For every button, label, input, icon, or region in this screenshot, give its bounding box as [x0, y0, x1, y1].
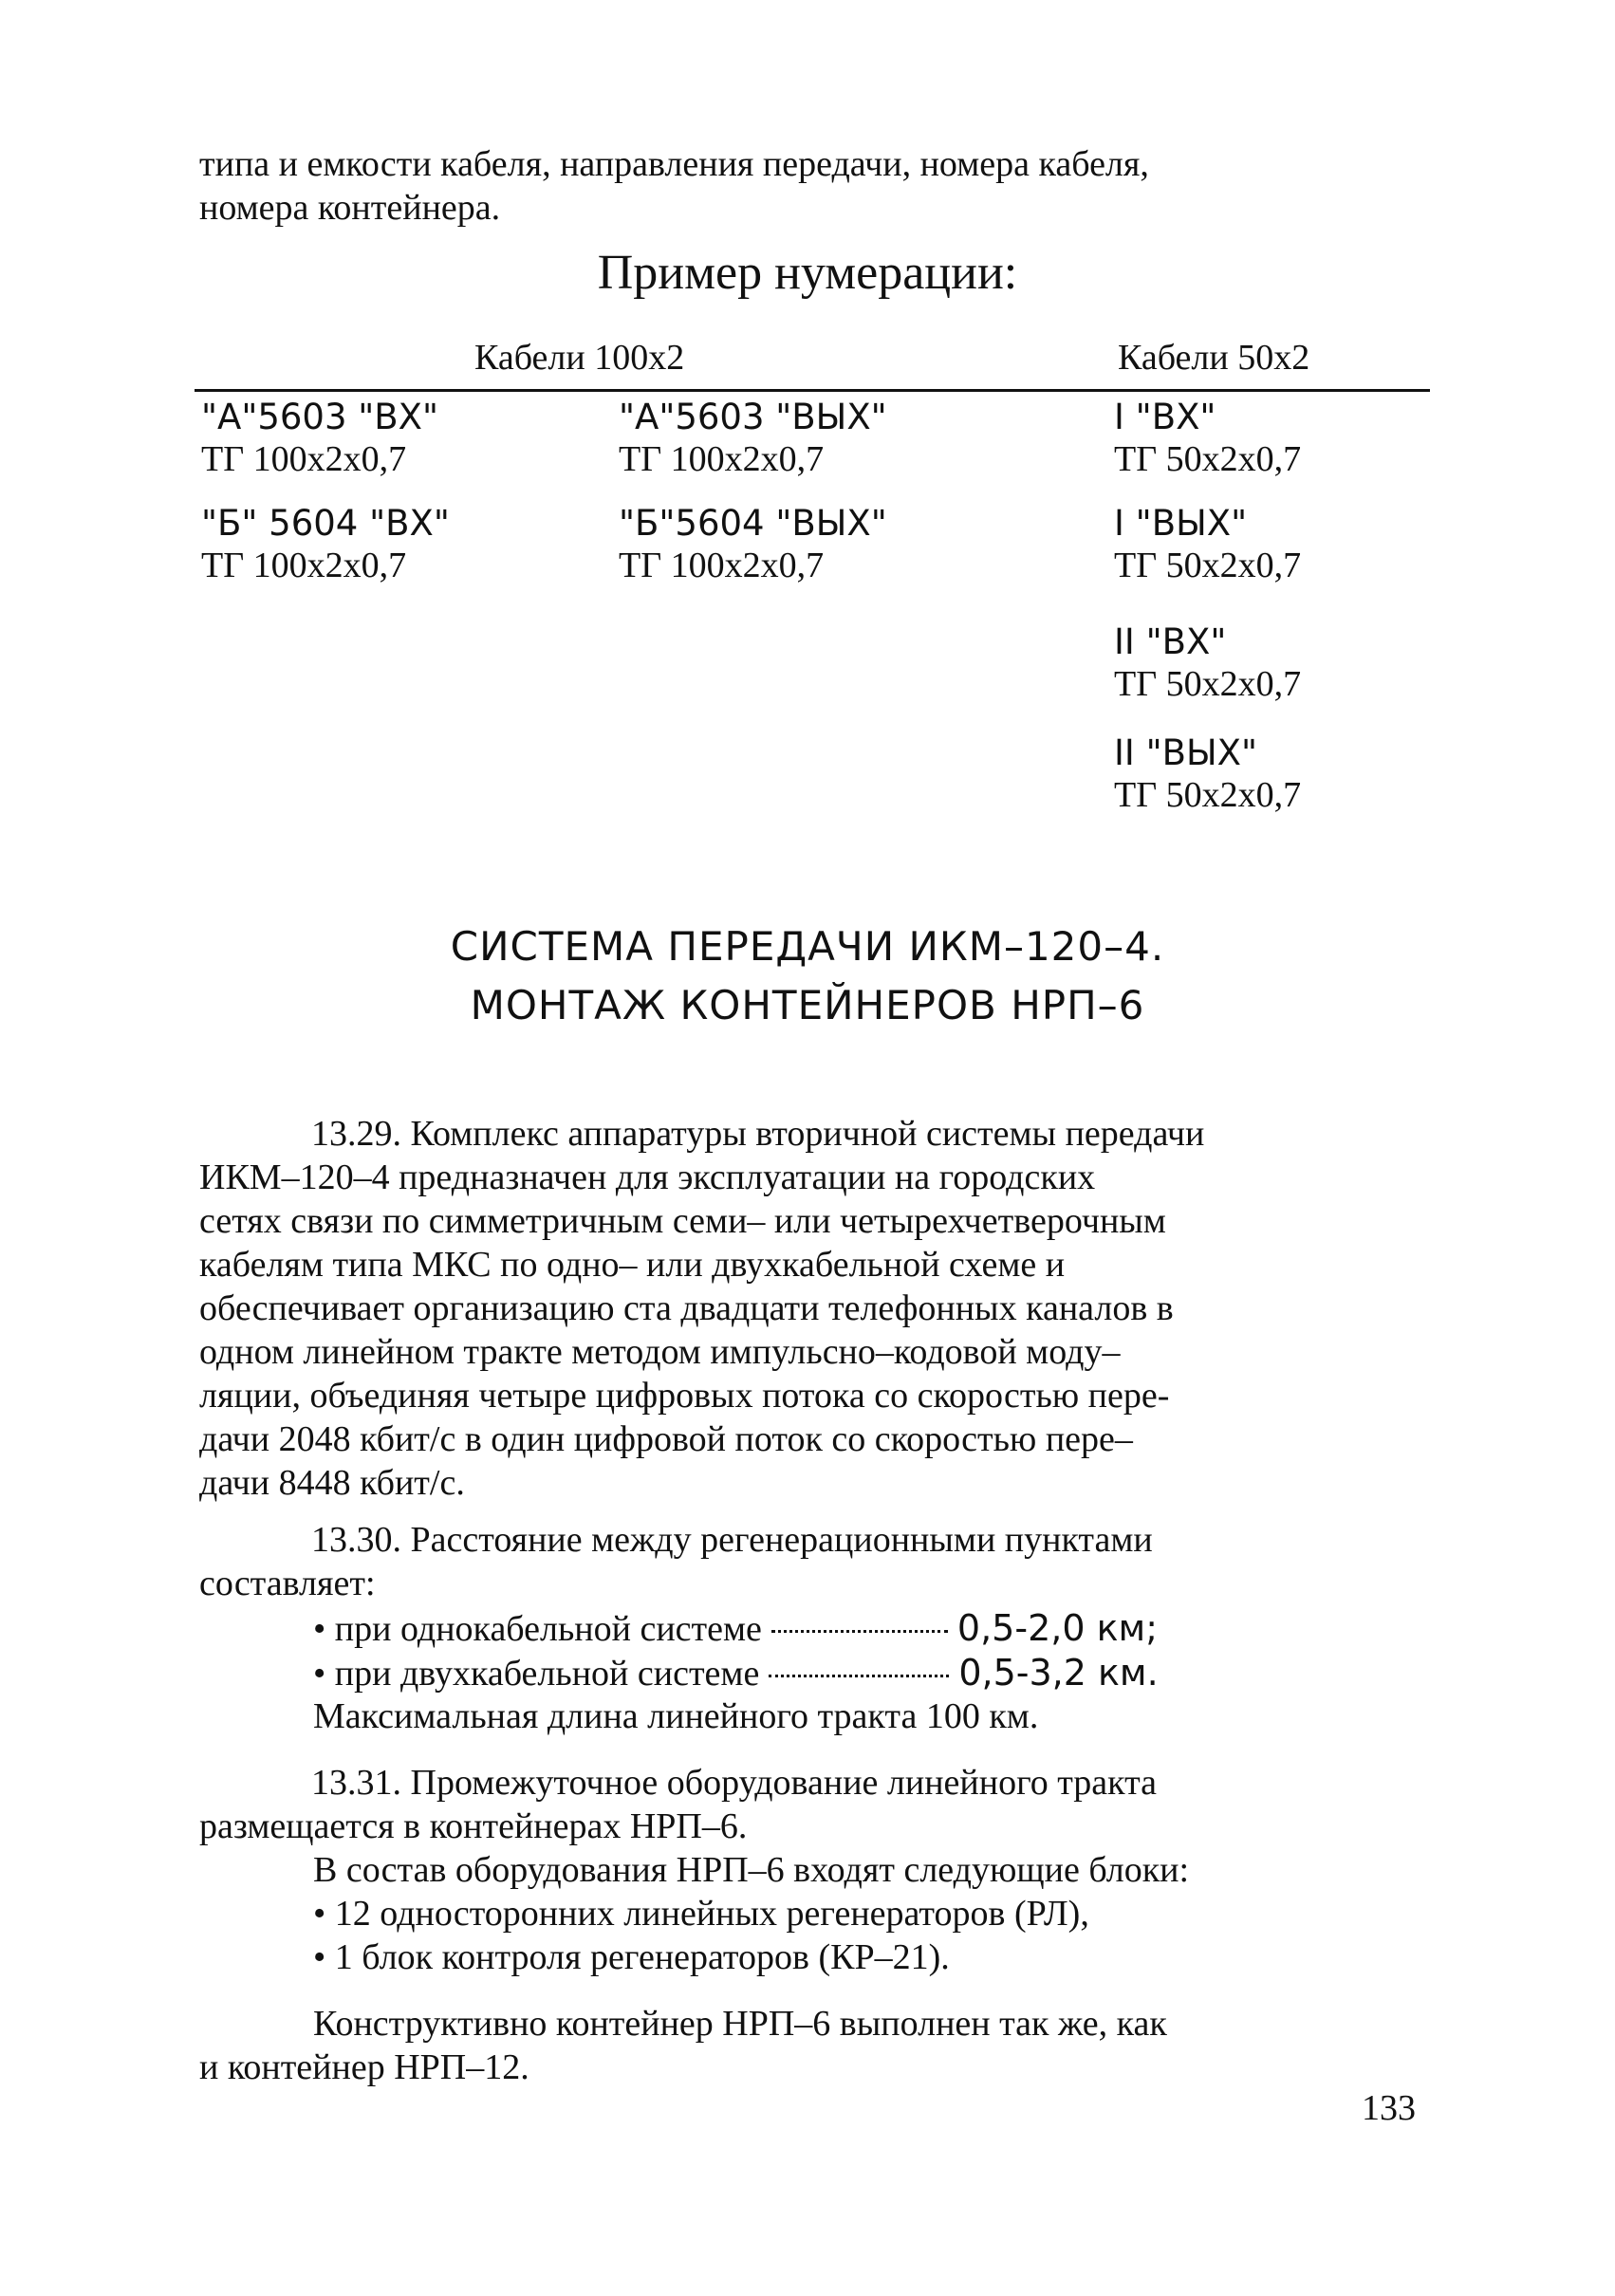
cable-spec: ТГ 50х2х0,7: [1114, 664, 1302, 704]
paragraph-13-31-line-1: 13.31. Промежуточное оборудование линейного тракта: [311, 1763, 1158, 1803]
paragraph-line: сетях связи по симметричным семи– или четырехчетверочным: [199, 1201, 1166, 1241]
intro-line-2: номера контейнера.: [199, 188, 501, 228]
cable-label: II "ВХ": [1114, 621, 1227, 662]
cable-spec: ТГ 50х2х0,7: [1114, 775, 1302, 815]
cable-entry-i-out: [1114, 503, 1301, 586]
paragraph-13-30-line-1: 13.30. Расстояние между регенерационными пунктами: [311, 1520, 1153, 1560]
paragraph-line: ИКМ–120–4 предназначен для эксплуатации на городских: [199, 1157, 1096, 1197]
bullet-value: 0,5-2,0 км;: [956, 1607, 1158, 1649]
bullet-double-cable: [313, 1651, 1159, 1695]
paragraph-line: ляции, объединяя четыре цифровых потока со скоростью пере-: [199, 1376, 1170, 1416]
max-line-length: Максимальная длина линейного тракта 100 км.: [313, 1696, 1039, 1736]
section-title: [0, 917, 1615, 1035]
cable-spec: ТГ 50х2х0,7: [1114, 439, 1302, 479]
bullet-control-block: • 1 блок контроля регенераторов (КР–21).: [313, 1937, 950, 1977]
cable-label: "А"5603 "ВХ": [201, 397, 439, 437]
paragraph-line: обеспечивает организацию ста двадцати телефонных каналов в: [199, 1288, 1174, 1328]
cable-entry-b5604-in: [201, 503, 450, 586]
table-rule: [195, 389, 1430, 392]
dot-leader: [771, 1630, 948, 1633]
cable-spec: ТГ 100х2х0,7: [619, 439, 825, 479]
paragraph-line: одном линейном тракте методом импульсно–кодовой моду–: [199, 1332, 1121, 1372]
cable-entry-a5603-out: [619, 397, 887, 480]
cable-entry-b5604-out: [619, 503, 887, 586]
cable-entry-i-in: [1114, 397, 1301, 480]
bullet-text: • при двухкабельной системе: [313, 1654, 760, 1694]
page-number: 133: [1362, 2088, 1416, 2128]
cable-spec: ТГ 100х2х0,7: [201, 439, 407, 479]
cable-label: I "ВХ": [1114, 397, 1216, 437]
intro-line-1: типа и емкости кабеля, направления передачи, номера кабеля,: [199, 144, 1149, 184]
paragraph-13-31-line-3: В состав оборудования НРП–6 входят следующие блоки:: [313, 1850, 1190, 1890]
example-title: Пример нумерации:: [597, 246, 1018, 300]
cable-spec: ТГ 50х2х0,7: [1114, 546, 1302, 585]
cable-label: II "ВЫХ": [1114, 732, 1257, 773]
paragraph-13-30-line-2: составляет:: [199, 1564, 376, 1603]
closing-line-2: и контейнер НРП–12.: [199, 2047, 529, 2087]
cable-label: "Б"5604 "ВЫХ": [619, 503, 887, 544]
cable-entry-a5603-in: [201, 397, 438, 480]
cable-spec: ТГ 100х2х0,7: [201, 546, 407, 585]
cable-entry-ii-in: [1114, 621, 1301, 705]
cable-label: "Б" 5604 "ВХ": [201, 503, 450, 544]
dot-leader: [769, 1675, 949, 1677]
paragraph-line: кабелям типа МКС по одно– или двухкабельной схеме и: [199, 1245, 1066, 1285]
bullet-single-cable: [313, 1606, 1158, 1651]
header-cables-100x2: Кабели 100х2: [474, 338, 685, 378]
paragraph-13-31-line-2: размещается в контейнерах НРП–6.: [199, 1806, 748, 1846]
bullet-regenerators: • 12 односторонних линейных регенераторов (РЛ),: [313, 1894, 1089, 1934]
bullet-text: • при однокабельной системе: [313, 1609, 762, 1649]
header-cables-50x2: Кабели 50х2: [1118, 338, 1310, 378]
paragraph-line: дачи 2048 кбит/с в один цифровой поток со скоростью пере–: [199, 1419, 1133, 1459]
cable-label: I "ВЫХ": [1114, 503, 1248, 544]
section-title-line-2: МОНТАЖ КОНТЕЙНЕРОВ НРП–6: [470, 982, 1145, 1028]
cable-label: "А"5603 "ВЫХ": [619, 397, 887, 437]
paragraph-line: дачи 8448 кбит/с.: [199, 1463, 465, 1503]
cable-entry-ii-out: [1114, 732, 1301, 816]
bullet-value: 0,5-3,2 км.: [958, 1652, 1159, 1694]
closing-line-1: Конструктивно контейнер НРП–6 выполнен так же, как: [313, 2004, 1167, 2044]
paragraph-13-29: [199, 1112, 1433, 1505]
intro-text: [199, 142, 1149, 230]
paragraph-line: 13.29. Комплекс аппаратуры вторичной системы передачи: [311, 1114, 1205, 1154]
cable-spec: ТГ 100х2х0,7: [619, 546, 825, 585]
section-title-line-1: СИСТЕМА ПЕРЕДАЧИ ИКМ–120–4.: [450, 923, 1165, 970]
